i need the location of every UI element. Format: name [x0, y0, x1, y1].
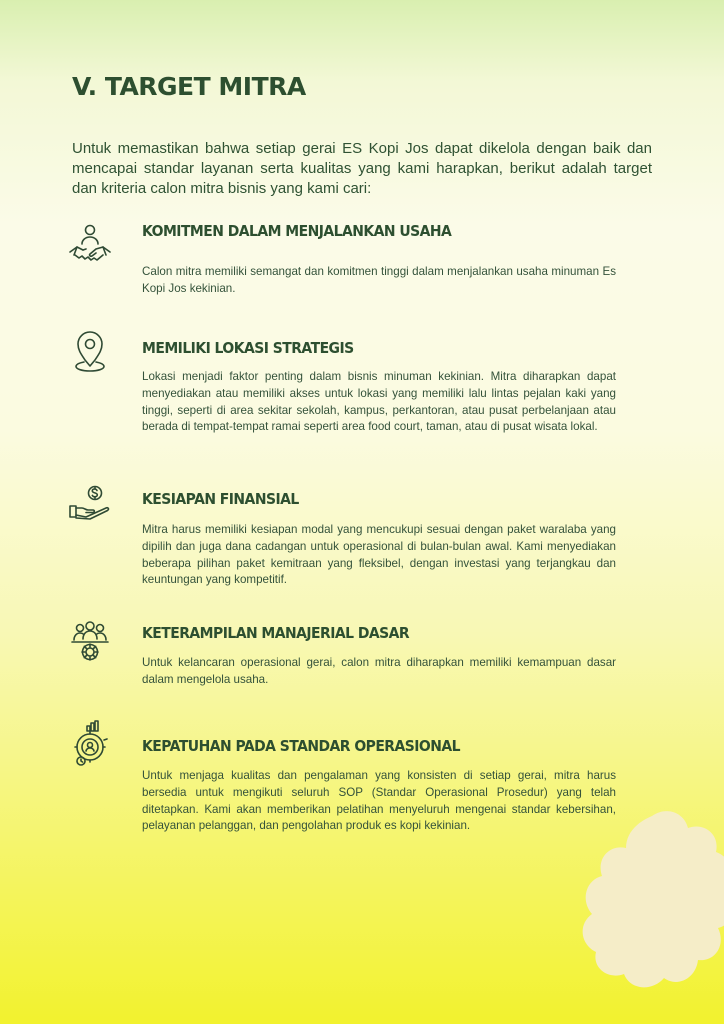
criteria-body: Untuk kelancaran operasional gerai, calon mitra diharapkan memiliki kemampuan dasar dalam mengelola usaha.: [142, 656, 616, 686]
decorative-blob: [580, 808, 724, 998]
criteria-item-managerial: [66, 620, 626, 692]
team-gear-icon: [66, 620, 114, 668]
compliance-gear-icon: [66, 720, 114, 768]
intro-paragraph: Untuk memastikan bahwa setiap gerai ES Kopi Jos dapat dikelola dengan baik dan mencapai standar layanan serta kualitas yang kami harapkan, berikut adalah target dan kriteria calon mitra bisnis yang kami cari:: [72, 140, 652, 197]
handshake-icon: [66, 222, 114, 270]
criteria-item-commitment: [66, 222, 626, 302]
criteria-body: Untuk menjaga kualitas dan pengalaman yang konsisten di setiap gerai, mitra harus bersedia untuk mengikuti seluruh SOP (Standar Operasional Prosedur) yang telah ditetapkan. Kami akan memberikan pelatihan menyeluruh mengenai standar kebersihan, pelayanan pelanggan, dan pengolahan produk es kopi kekinian.: [142, 769, 616, 833]
criteria-body: Calon mitra memiliki semangat dan komitmen tinggi dalam menjalankan usaha minuman Es Kopi Jos kekinian.: [142, 265, 616, 295]
criteria-body: Lokasi menjadi faktor penting dalam bisnis minuman kekinian. Mitra diharapkan dapat menyediakan atau memiliki akses untuk lokasi yang memiliki lalu lintas pejalan kaki yang tinggi, seperti di area sekitar sekolah, kampus, perkantoran, atau pusat perbelanjaan atau berada di tempat-tempat ramai seperti area food court, taman, atau di pusat wisata lokal.: [142, 370, 616, 434]
criteria-item-location: [66, 330, 626, 454]
location-pin-icon: [66, 330, 114, 378]
criteria-body: Mitra harus memiliki kesiapan modal yang mencukupi sesuai dengan paket waralaba yang dipilih dan juga dana cadangan untuk operasional di bulan-bulan awal. Kami menyediakan beberapa pilihan paket kemitraan yang fleksibel, dengan investasi yang terjangkau dan keuntungan yang kompetitif.: [142, 523, 616, 587]
criteria-title: MEMILIKI LOKASI STRATEGIS: [142, 339, 354, 357]
page-title: V. TARGET MITRA: [72, 72, 306, 101]
money-hand-icon: [66, 484, 114, 532]
criteria-item-financial: [66, 484, 626, 592]
criteria-title: KETERAMPILAN MANAJERIAL DASAR: [142, 624, 410, 642]
criteria-title: KOMITMEN DALAM MENJALANKAN USAHA: [142, 222, 452, 240]
criteria-item-compliance: [66, 720, 626, 840]
criteria-title: KEPATUHAN PADA STANDAR OPERASIONAL: [142, 737, 460, 755]
criteria-title: KESIAPAN FINANSIAL: [142, 490, 299, 508]
